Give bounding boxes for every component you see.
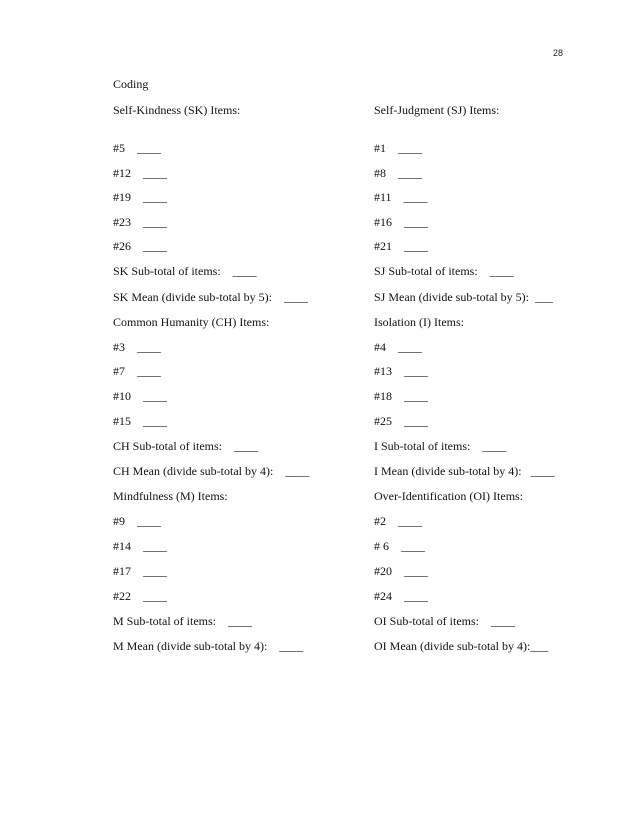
sk-item-23: #23 ____	[113, 215, 167, 229]
ch-item-15: #15 ____	[113, 414, 167, 428]
i-item-13: #13 ____	[374, 364, 428, 378]
sk-item-19: #19 ____	[113, 190, 167, 204]
ch-item-3: #3 ____	[113, 340, 161, 354]
ch-item-10: #10 ____	[113, 389, 167, 403]
ch-mean: CH Mean (divide sub-total by 4): ____	[113, 464, 310, 478]
m-item-9: #9 ____	[113, 514, 161, 528]
oi-subtotal: OI Sub-total of items: ____	[374, 614, 515, 628]
sk-item-26: #26 ____	[113, 239, 167, 253]
sj-item-1: #1 ____	[374, 141, 422, 155]
i-subtotal: I Sub-total of items: ____	[374, 439, 507, 453]
sj-subtotal: SJ Sub-total of items: ____	[374, 264, 514, 278]
oi-heading: Over-Identification (OI) Items:	[374, 489, 524, 503]
i-heading: Isolation (I) Items:	[374, 315, 464, 329]
oi-item-2: #2 ____	[374, 514, 422, 528]
oi-item-6: # 6 ____	[374, 539, 425, 553]
sk-heading: Self-Kindness (SK) Items:	[113, 103, 241, 117]
m-item-14: #14 ____	[113, 539, 167, 553]
m-item-22: #22 ____	[113, 589, 167, 603]
sj-item-21: #21 ____	[374, 239, 428, 253]
section-title: Coding	[113, 77, 149, 91]
sj-mean: SJ Mean (divide sub-total by 5): ___	[374, 290, 553, 304]
m-heading: Mindfulness (M) Items:	[113, 489, 228, 503]
m-mean: M Mean (divide sub-total by 4): ____	[113, 639, 304, 653]
sk-item-12: #12 ____	[113, 166, 167, 180]
oi-item-20: #20 ____	[374, 564, 428, 578]
ch-item-7: #7 ____	[113, 364, 161, 378]
oi-mean: OI Mean (divide sub-total by 4):___	[374, 639, 549, 653]
sj-item-16: #16 ____	[374, 215, 428, 229]
sj-item-8: #8 ____	[374, 166, 422, 180]
i-item-18: #18 ____	[374, 389, 428, 403]
sk-subtotal: SK Sub-total of items: ____	[113, 264, 257, 278]
sk-item-5: #5 ____	[113, 141, 161, 155]
m-item-17: #17 ____	[113, 564, 167, 578]
i-mean: I Mean (divide sub-total by 4): ____	[374, 464, 555, 478]
page-number: 28	[552, 48, 563, 58]
ch-subtotal: CH Sub-total of items: ____	[113, 439, 258, 453]
sk-mean: SK Mean (divide sub-total by 5): ____	[113, 290, 308, 304]
m-subtotal: M Sub-total of items: ____	[113, 614, 252, 628]
i-item-4: #4 ____	[374, 340, 422, 354]
ch-heading: Common Humanity (CH) Items:	[113, 315, 270, 329]
sj-item-11: #11 ____	[374, 190, 428, 204]
i-item-25: #25 ____	[374, 414, 428, 428]
oi-item-24: #24 ____	[374, 589, 428, 603]
sj-heading: Self-Judgment (SJ) Items:	[374, 103, 500, 117]
